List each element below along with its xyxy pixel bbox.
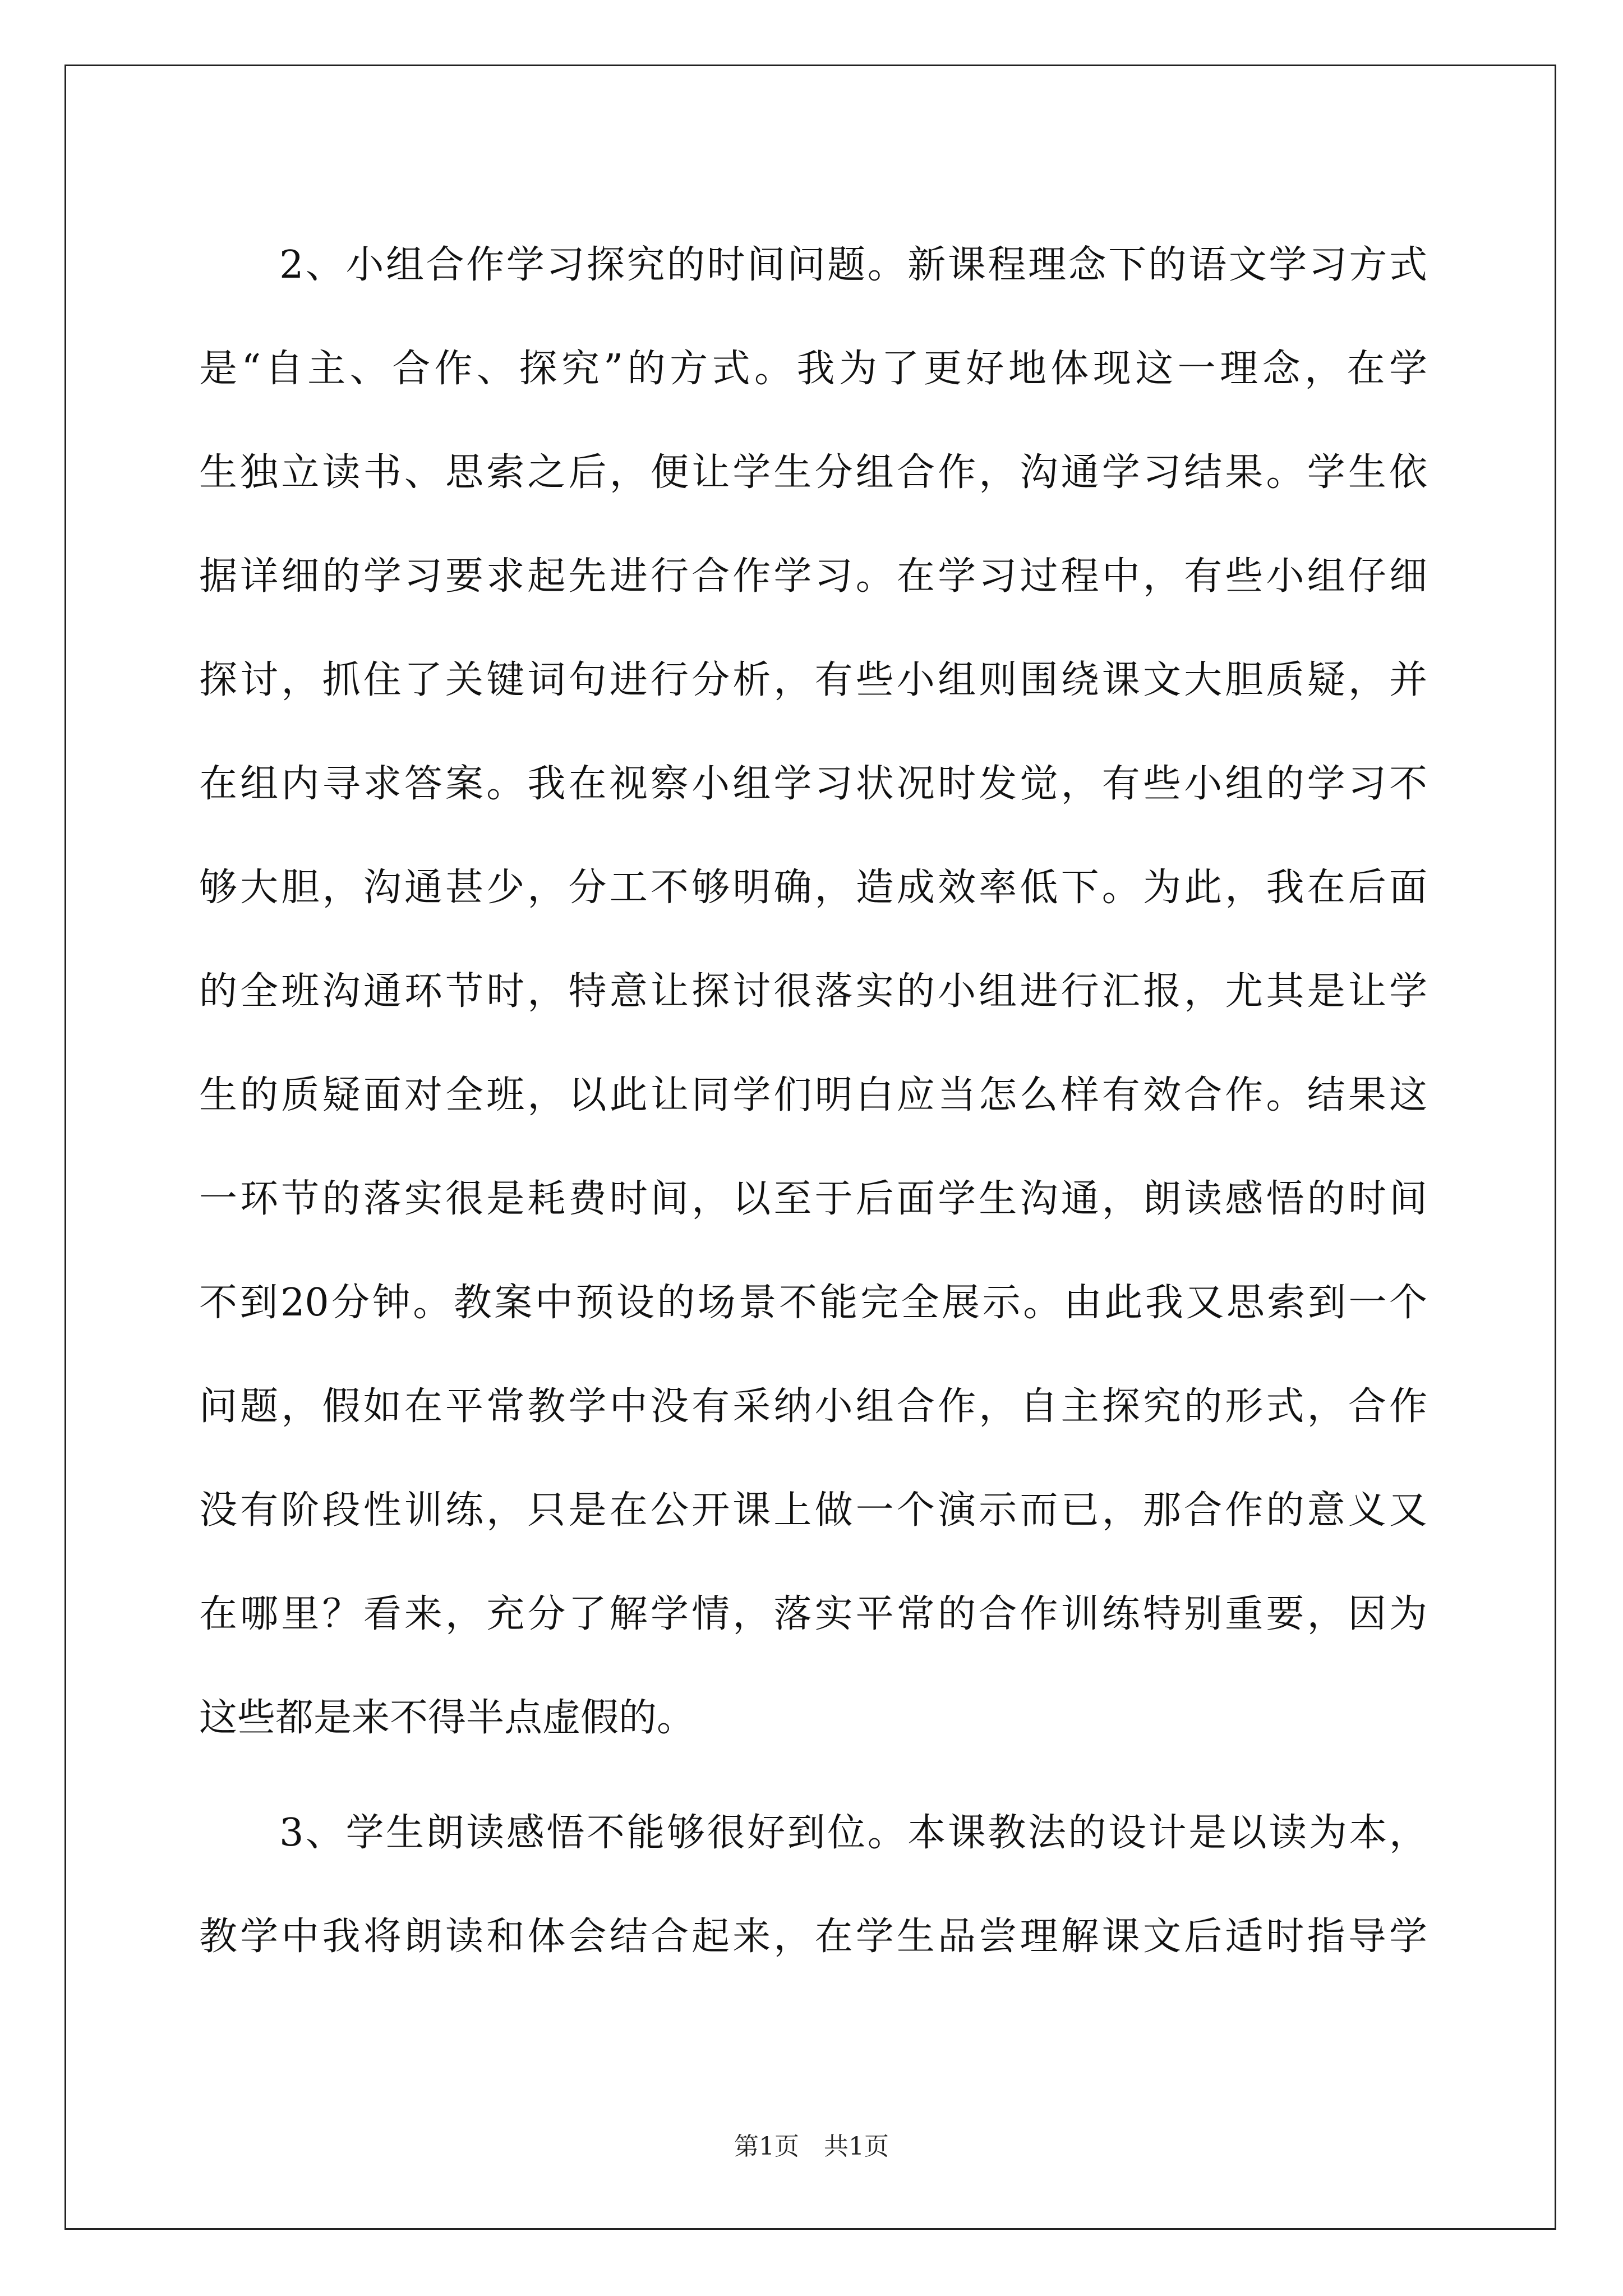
text-line: 生的质疑面对全班，以此让同学们明白应当怎么样有效合作。结果这 (199, 1073, 1427, 1117)
text-line: 不到20分钟。教案中预设的场景不能完全展示。由此我又思索到一个 (199, 1281, 1427, 1325)
text-line: 问题，假如在平常教学中没有采纳小组合作，自主探究的形式，合作 (199, 1384, 1427, 1429)
text-line: 教学中我将朗读和体会结合起来，在学生品尝理解课文后适时指导学 (199, 1915, 1427, 1959)
text-line: 一环节的落实很是耗费时间，以至于后面学生沟通，朗读感悟的时间 (199, 1177, 1427, 1221)
text-line: 2、小组合作学习探究的时间问题。新课程理念下的语文学习方式 (199, 243, 1427, 287)
paragraph-1 (199, 213, 1427, 1770)
text-line: 这些都是来不得半点虚假的。 (199, 1696, 695, 1740)
text-line: 在组内寻求答案。我在视察小组学习状况时发觉，有些小组的学习不 (199, 762, 1427, 806)
text-line: 据详细的学习要求起先进行合作学习。在学习过程中，有些小组仔细 (199, 554, 1427, 599)
paragraph-gap (199, 1770, 1427, 1781)
paragraph-2 (199, 1781, 1427, 1989)
text-line: 在哪里？看来，充分了解学情，落实平常的合作训练特别重要，因为 (199, 1592, 1427, 1636)
text-line: 是“自主、合作、探究”的方式。我为了更好地体现这一理念，在学 (199, 347, 1427, 391)
text-line: 探讨，抓住了关键词句进行分析，有些小组则围绕课文大胆质疑，并 (199, 658, 1427, 702)
text-line: 够大胆，沟通甚少，分工不够明确，造成效率低下。为此，我在后面 (199, 866, 1427, 910)
text-line: 生独立读书、思索之后，便让学生分组合作，沟通学习结果。学生依 (199, 450, 1427, 495)
text-line: 3、学生朗读感悟不能够很好到位。本课教法的设计是以读为本， (199, 1811, 1427, 1855)
text-line: 的全班沟通环节时，特意让探讨很落实的小组进行汇报，尤其是让学 (199, 969, 1427, 1014)
document-body (199, 213, 1427, 1989)
text-line: 没有阶段性训练，只是在公开课上做一个演示而已，那合作的意义又 (199, 1488, 1427, 1533)
page-footer: 第1页 共1页 (734, 2132, 889, 2161)
